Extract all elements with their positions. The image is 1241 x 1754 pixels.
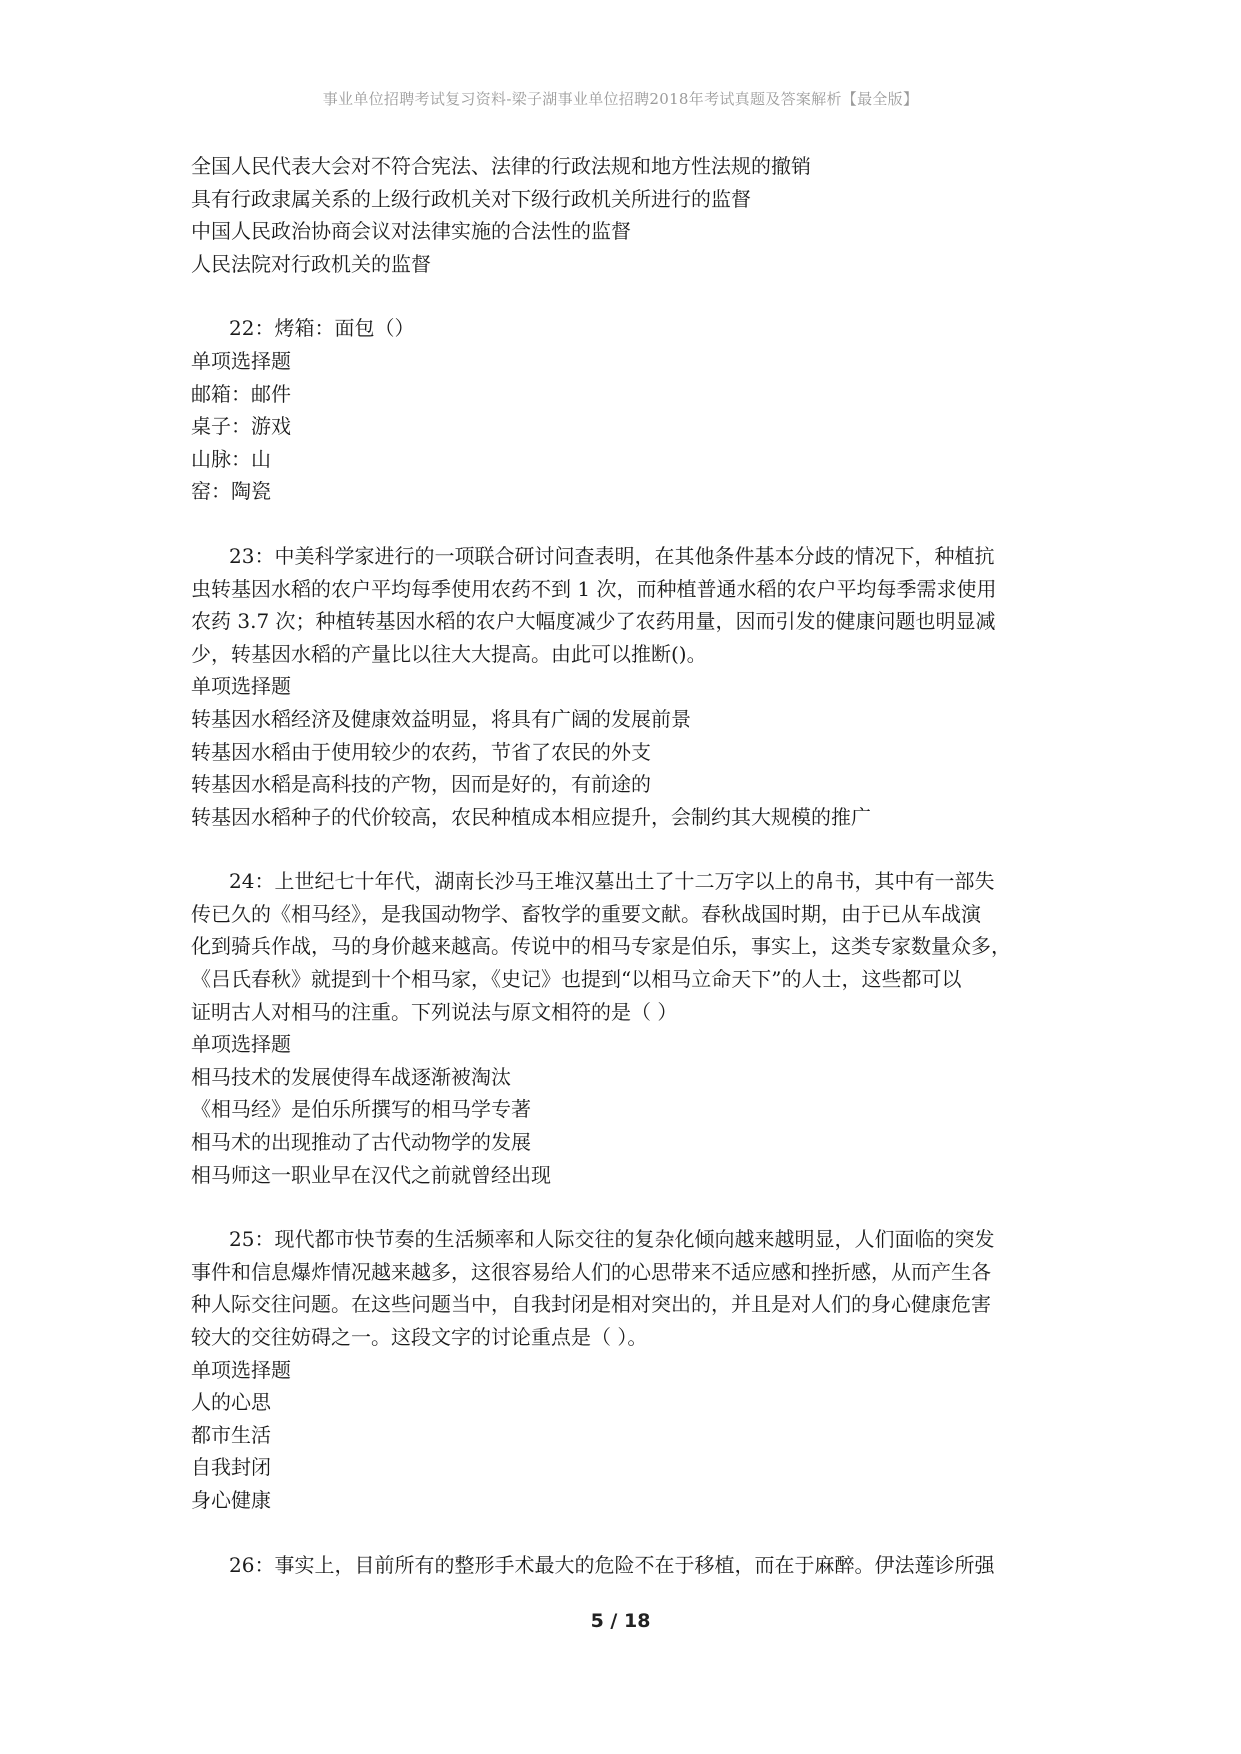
option-line: 转基因水稻经济及健康效益明显，将具有广阔的发展前景	[191, 706, 691, 731]
option-line: 相马技术的发展使得车战逐渐被淘汰	[191, 1064, 511, 1089]
question-stem: 26：事实上，目前所有的整形手术最大的危险不在于移植，而在于麻醉。伊法莲诊所强	[229, 1552, 995, 1577]
question-stem: 种人际交往问题。在这些问题当中，自我封闭是相对突出的，并且是对人们的身心健康危害	[191, 1292, 991, 1317]
question-22	[191, 312, 1061, 508]
question-type: 单项选择题	[191, 1032, 291, 1057]
option-line: 人民法院对行政机关的监督	[191, 251, 431, 276]
question-stem: 少，转基因水稻的产量比以往大大提高。由此可以推断()。	[191, 641, 707, 666]
option-line: 中国人民政治协商会议对法律实施的合法性的监督	[191, 219, 631, 244]
page-number: 5 / 18	[590, 1610, 651, 1632]
question-25	[191, 1223, 1061, 1516]
option-line: 桌子：游戏	[191, 414, 291, 439]
question-stem: 较大的交往妨碍之一。这段文字的讨论重点是（ ）。	[191, 1325, 648, 1349]
question-stem: 证明古人对相马的注重。下列说法与原文相符的是（ ）	[191, 999, 678, 1024]
question-type: 单项选择题	[191, 674, 291, 699]
question-stem: 传已久的《相马经》，是我国动物学、畜牧学的重要文献。春秋战国时期，由于已从车战演	[191, 901, 981, 926]
option-line: 山脉：山	[191, 446, 271, 471]
option-line: 转基因水稻是高科技的产物，因而是好的，有前途的	[191, 772, 651, 797]
page-header: 事业单位招聘考试复习资料-梁子湖事业单位招聘2018年考试真题及答案解析【最全版】	[322, 90, 919, 108]
option-line: 窑：陶瓷	[191, 479, 271, 504]
option-line: 全国人民代表大会对不符合宪法、法律的行政法规和地方性法规的撤销	[191, 154, 811, 178]
question-26	[191, 1549, 1061, 1582]
option-line: 具有行政隶属关系的上级行政机关对下级行政机关所进行的监督	[191, 186, 751, 211]
question-stem: 23：中美科学家进行的一项联合研讨问查表明，在其他条件基本分歧的情况下，种植抗	[229, 543, 995, 568]
question-24	[191, 865, 1061, 1191]
option-line: 都市生活	[191, 1422, 271, 1447]
option-line: 邮箱：邮件	[191, 381, 291, 406]
previous-question-options	[191, 150, 1061, 280]
question-stem: 农药 3.7 次；种植转基因水稻的农户大幅度减少了农药用量，因而引发的健康问题也明显减	[191, 609, 996, 634]
question-stem: 25：现代都市快节奏的生活频率和人际交往的复杂化倾向越来越明显，人们面临的突发	[229, 1227, 995, 1252]
option-line: 身心健康	[191, 1487, 271, 1512]
question-type: 单项选择题	[191, 348, 291, 373]
option-line: 人的心思	[191, 1390, 271, 1415]
question-type: 单项选择题	[191, 1357, 291, 1382]
option-line: 相马术的出现推动了古代动物学的发展	[191, 1130, 531, 1155]
option-line: 相马师这一职业早在汉代之前就曾经出现	[191, 1162, 551, 1187]
option-line: 转基因水稻种子的代价较高，农民种植成本相应提升，会制约其大规模的推广	[191, 804, 871, 829]
option-line: 转基因水稻由于使用较少的农药，节省了农民的外支	[191, 739, 651, 764]
question-stem: 事件和信息爆炸情况越来越多，这很容易给人们的心思带来不适应感和挫折感，从而产生各	[191, 1259, 991, 1284]
question-stem: 24：上世纪七十年代，湖南长沙马王堆汉墓出土了十二万字以上的帛书，其中有一部失	[229, 869, 995, 894]
document-body	[191, 150, 1061, 1581]
option-line: 《相马经》是伯乐所撰写的相马学专著	[191, 1097, 531, 1122]
question-stem: 化到骑兵作战，马的身价越来越高。传说中的相马专家是伯乐，事实上，这类专家数量众多，	[191, 934, 1011, 959]
question-stem: 22：烤箱：面包（）	[229, 316, 415, 341]
question-stem: 虫转基因水稻的农户平均每季使用农药不到 1 次，而种植普通水稻的农户平均每季需求使用	[191, 576, 997, 601]
option-line: 自我封闭	[191, 1455, 271, 1480]
question-23	[191, 540, 1061, 833]
question-stem: 《吕氏春秋》就提到十个相马家，《史记》也提到“以相马立命天下”的人士，这些都可以	[191, 967, 962, 992]
